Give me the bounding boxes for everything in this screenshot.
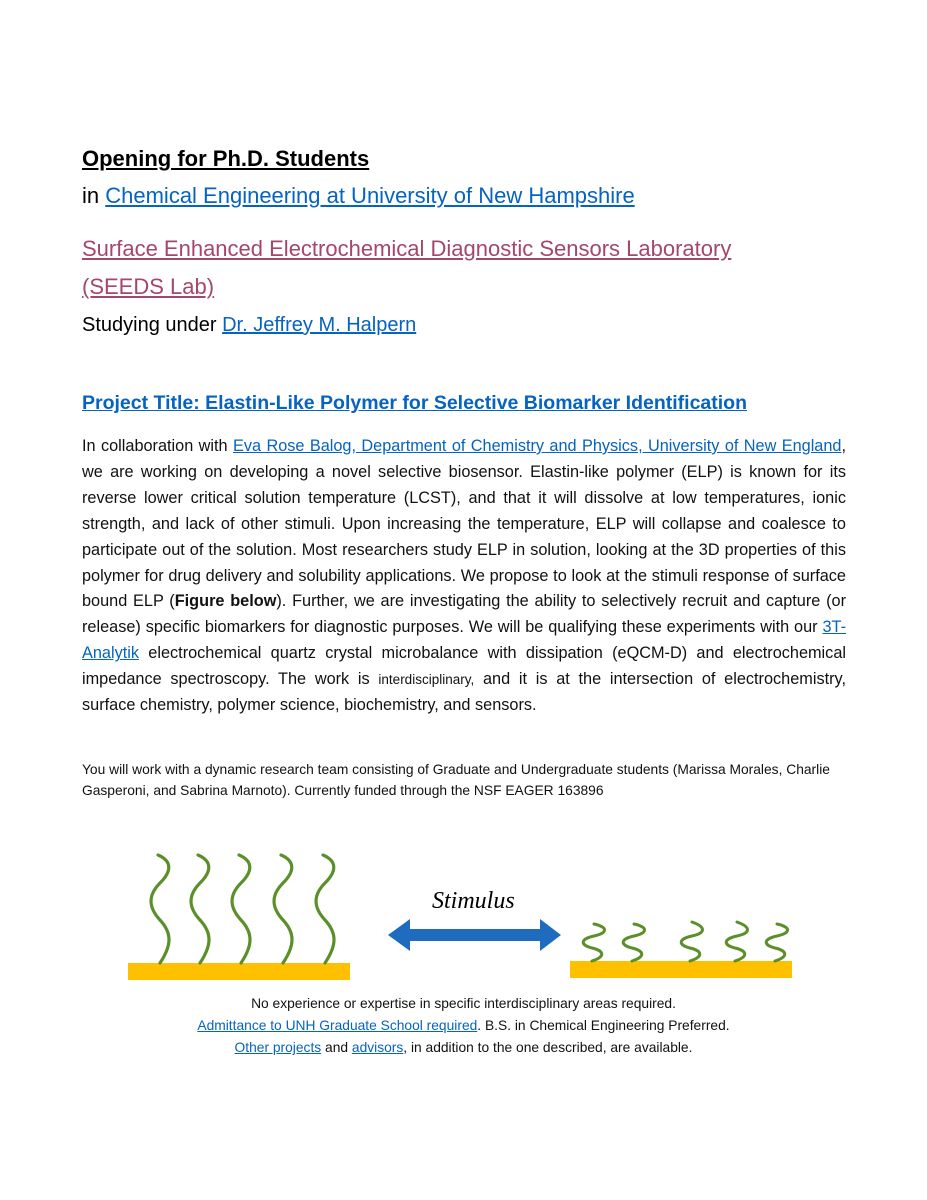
extended-chain (151, 855, 169, 963)
lab-name-line2: (SEEDS Lab) (82, 274, 215, 299)
footer-line3 (0, 1037, 927, 1059)
team-paragraph: You will work with a dynamic research team consisting of Graduate and Undergraduate students (Marissa Morales, Charlie Gasperoni, and Sabrina Marnoto). Currently funded through the NSF EAGER 163896 (82, 762, 830, 798)
collapsed-chains (583, 922, 787, 961)
elp-diagram (120, 845, 810, 985)
left-substrate (128, 963, 350, 980)
description-part-2: ). Further, we are investigating the ability to selectively recruit and capture (or release) specific biomarkers for diagnostic purposes. We will be qualifying these experiments with our (82, 592, 846, 637)
double-arrow-icon (388, 919, 561, 951)
department-line (82, 183, 635, 209)
page-title: Opening for Ph.D. Students (82, 146, 370, 171)
graduate-school-link[interactable]: Admittance to UNH Graduate School required (197, 1018, 478, 1033)
collapsed-chain (681, 922, 702, 961)
right-substrate (570, 961, 792, 978)
advisor-line (82, 314, 416, 337)
extended-chain (316, 855, 334, 963)
project-description (82, 434, 846, 719)
department-prefix: in (82, 183, 100, 208)
department-link[interactable]: Chemical Engineering at University of New Hampshire (105, 183, 635, 208)
project-title-link[interactable]: Project Title: Elastin-Like Polymer for Selective Biomarker Identification (82, 392, 748, 414)
extended-chain (274, 855, 292, 963)
interdisciplinary-word: interdisciplinary, (378, 672, 475, 688)
stimulus-label: Stimulus (432, 888, 515, 914)
description-intro: In collaboration with (82, 437, 228, 455)
lab-name-line1: Surface Enhanced Electrochemical Diagnostic Sensors Laboratory (82, 236, 732, 261)
elp-stimulus-figure (120, 845, 810, 985)
footer-line2-rest: . B.S. in Chemical Engineering Preferred. (477, 1018, 730, 1033)
description-part-1: , we are working on developing a novel selective biosensor. Elastin-like polymer (ELP) is known for its reverse lower critical solution temperature (LCST), and that it will dissolve at low temperatures, ionic strength, and lack of other stimuli. Upon increasing the temperature, ELP will collapse and coalesce to participate out of the solution. Most researchers study ELP in solution, looking at the 3D properties of this polymer for drug delivery and solubility applications. We propose to look at the stimuli response of surface bound ELP ( (82, 437, 847, 611)
collapsed-chain (766, 924, 787, 961)
analytik-link[interactable]: 3T-Analytik (82, 618, 846, 663)
collaborator-link[interactable]: Eva Rose Balog, Department of Chemistry and Physics, University of New England (233, 437, 842, 455)
footer-line1: No experience or expertise in specific interdisciplinary areas required. (251, 996, 676, 1011)
collapsed-chain (726, 922, 747, 961)
description-part-3: electrochemical quartz crystal microbalance with dissipation (eQCM-D) and electrochemical impedance spectroscopy. The work is (82, 644, 846, 689)
footer-line2 (0, 1015, 927, 1037)
footer-and: and (325, 1040, 349, 1055)
footer-line3-rest: , in addition to the one described, are available. (403, 1040, 693, 1055)
collapsed-chain (623, 924, 644, 961)
figure-reference: Figure below (174, 592, 277, 611)
advisor-link[interactable]: Dr. Jeffrey M. Halpern (222, 314, 417, 336)
advisors-link[interactable]: advisors (351, 1040, 404, 1055)
description-end: and it is at the intersection of electrochemistry, surface chemistry, polymer science, biochemistry, and sensors. (82, 670, 846, 715)
advisor-prefix: Studying under (82, 314, 217, 336)
extended-chains (151, 855, 334, 963)
other-projects-link[interactable]: Other projects (234, 1040, 322, 1055)
extended-chain (191, 855, 209, 963)
collapsed-chain (583, 924, 604, 961)
extended-chain (232, 855, 250, 963)
footer-notes (0, 993, 927, 1059)
lab-name-link[interactable] (82, 230, 842, 306)
